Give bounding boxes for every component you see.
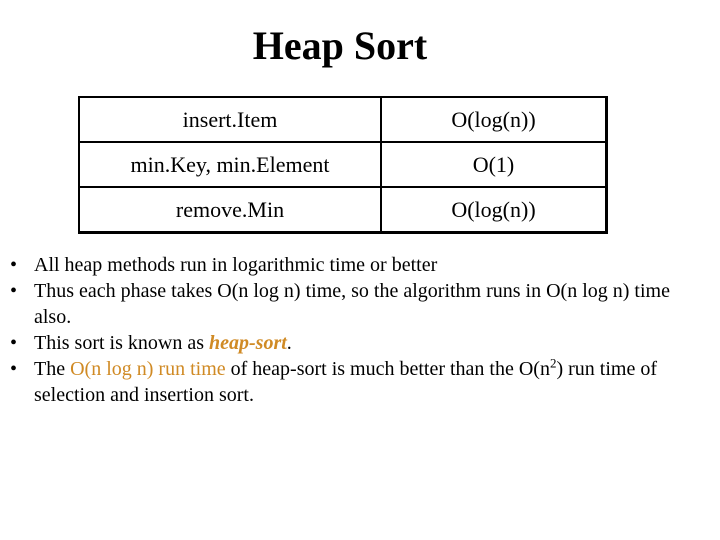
bullet-text: The (34, 358, 71, 380)
table-row (79, 187, 607, 233)
complexity-cell: O(log(n)) (381, 187, 607, 233)
bullet-list (10, 252, 700, 408)
complexity-table (78, 96, 608, 234)
bullet-text: . (286, 332, 292, 354)
bullet-text: This sort is known as (34, 332, 209, 354)
complexity-cell: O(log(n)) (381, 97, 607, 142)
method-cell: min.Key, min.Element (79, 142, 381, 187)
bullet-icon: • (10, 358, 18, 380)
bullet-icon: • (10, 254, 18, 276)
bullet-icon: • (10, 280, 18, 302)
table-row (79, 97, 607, 142)
method-cell: remove.Min (79, 187, 381, 233)
table-row (79, 142, 607, 187)
bullet-text: ) run time of selection and insertion sort. (34, 358, 658, 406)
heap-sort-term: heap-sort (209, 332, 287, 354)
method-cell: insert.Item (79, 97, 381, 142)
runtime-highlight: O(n log n) run time (70, 358, 226, 380)
bullet-item (10, 252, 700, 278)
bullet-text: Thus each phase takes O(n log n) time, so the algorithm runs in O(n log n) time also. (34, 280, 670, 328)
slide-title: Heap Sort (252, 23, 428, 68)
complexity-cell: O(1) (381, 142, 607, 187)
bullet-text: All heap methods run in logarithmic time or better (34, 254, 438, 276)
exponent: 2 (549, 355, 557, 371)
bullet-item (10, 330, 700, 356)
bullet-text: of heap-sort is much better than the O(n (225, 358, 550, 380)
bullet-item (10, 356, 700, 408)
bullet-icon: • (10, 332, 18, 354)
bullet-item (10, 278, 700, 330)
